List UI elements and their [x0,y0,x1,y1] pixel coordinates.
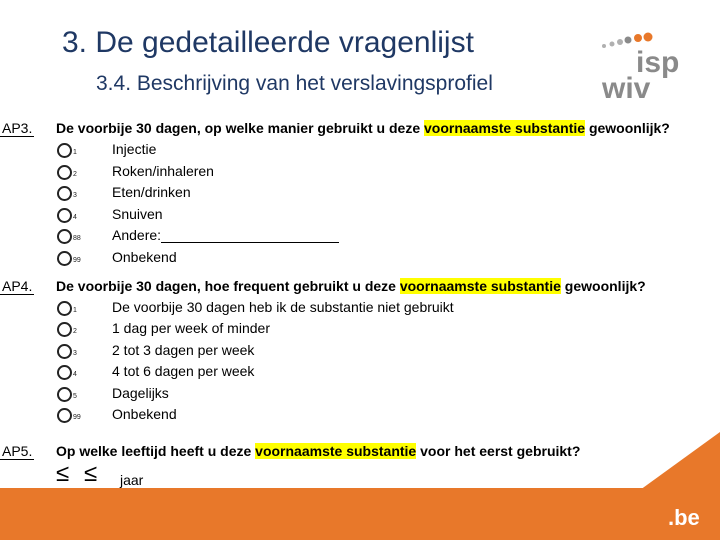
question-text-part: Op welke leeftijd heeft u deze [56,443,256,459]
option-label: Eten/drinken [112,184,191,200]
be-logo: .be [668,505,700,530]
option-code: 4 [73,214,77,221]
option-label: Roken/inhaleren [112,163,214,179]
question-text-ap5 [56,443,580,459]
option-code: 5 [73,393,77,400]
option-label: 1 dag per week of minder [112,320,270,336]
option-code: 3 [73,192,77,199]
option-label: 4 tot 6 dagen per week [112,363,255,379]
option-label: De voorbije 30 dagen heb ik de substantie niet gebruikt [112,299,454,315]
page-title: 3. De gedetailleerde vragenlijst [62,26,474,59]
page-subtitle: 3.4. Beschrijving van het verslavingsprofiel [96,72,493,95]
logo-text-isp: isp [636,46,680,79]
option-code: 1 [73,149,77,156]
question-id-ap4: AP4. [2,278,33,294]
question-text-part: voor het eerst gebruikt? [416,443,581,459]
question-text-part: De voorbije 30 dagen, hoe frequent gebruikt u deze [56,278,400,294]
option-label: Dagelijks [112,385,169,401]
question-id-ap3: AP3. [2,120,33,136]
option-code: 1 [73,307,77,314]
option-code: 4 [73,371,77,378]
question-id-ap5: AP5. [2,443,33,459]
highlighted-term: voornaamste substantie [255,443,417,459]
age-unit-label: jaar [120,472,144,488]
option-label: Injectie [112,141,157,157]
option-label: 2 tot 3 dagen per week [112,342,255,358]
option-label: Snuiven [112,206,163,222]
option-label: Onbekend [112,249,177,265]
age-input-box-1[interactable]: ≤ [56,460,70,487]
option-code: 99 [73,414,81,421]
highlighted-term: voornaamste substantie [424,120,586,136]
option-code: 99 [73,257,81,264]
question-text-part: gewoonlijk? [585,120,670,136]
option-code: 2 [73,171,77,178]
option-label: Onbekend [112,406,177,422]
question-text-part: gewoonlijk? [560,278,646,294]
option-code: 88 [73,235,81,242]
option-code: 2 [73,328,77,335]
highlighted-term: voornaamste substantie [399,278,561,294]
age-input-box-2[interactable]: ≤ [84,460,98,487]
option-code: 3 [73,350,77,357]
logo-text-wiv: wiv [602,72,651,100]
option-label: Andere: [112,227,162,243]
question-text-part: De voorbije 30 dagen, op welke manier gebruikt u deze [56,120,424,136]
